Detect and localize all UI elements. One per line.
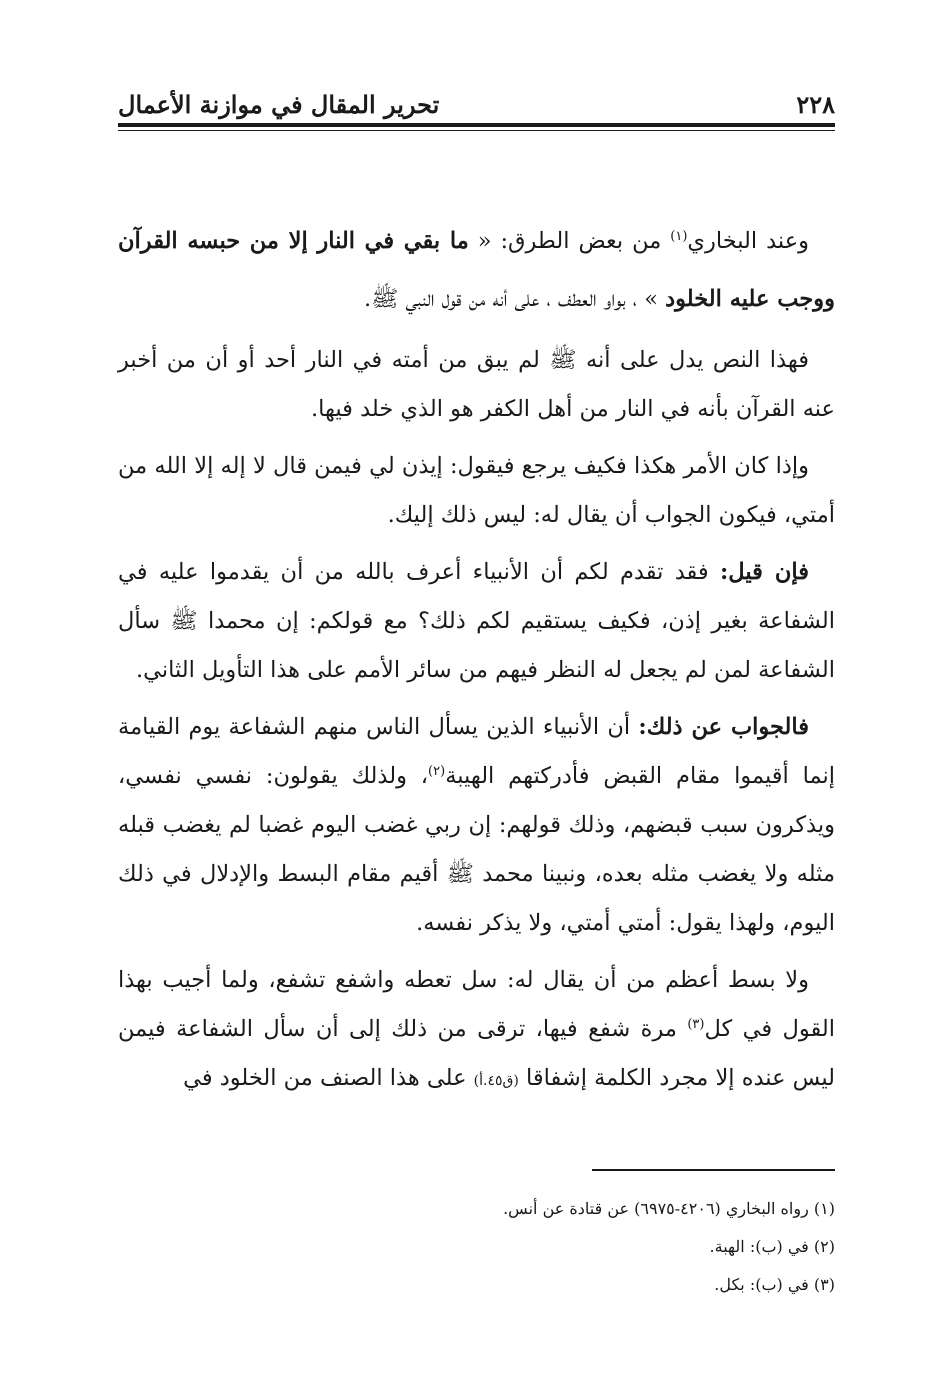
paragraph-5 bbox=[118, 703, 835, 948]
hadith-quote: ما بقي في النار إلا من حبسه القرآن ووجب عليه الخلود bbox=[118, 228, 835, 312]
footnote-2: (٢) في (ب): الهبة. bbox=[709, 1237, 835, 1256]
answer-lead: فالجواب عن ذلك: bbox=[638, 714, 809, 740]
text-run: وعند البخاري bbox=[687, 228, 810, 254]
paragraph-1 bbox=[118, 212, 835, 328]
paragraph-6 bbox=[118, 956, 835, 1106]
paragraph-3: وإذا كان الأمر هكذا فكيف يرجع فيقول: إيذن لي فيمن قال لا إله إلا الله من أمتي، فيكون الجواب أن يقال له: ليس ذلك إليك. bbox=[118, 453, 835, 528]
text-run: أن الأنبياء الذين يسأل الناس منهم الشفاعة يوم القيامة إنما أقيموا مقام القبض فأدركتهم الهيبة bbox=[118, 714, 835, 789]
footnotes bbox=[118, 1190, 835, 1304]
paragraph-4 bbox=[118, 548, 835, 695]
text-run: فقد تقدم لكم أن الأنبياء أعرف بالله من أن يقدموا عليه في الشفاعة بغير إذن، فكيف يستقيم لكم ذلك؟ مع قولكم: إن محمدا ﷺ سأل الشفاعة لمن لم يجعل له النظر فيهم من سائر الأمم على هذا التأويل الثاني. bbox=[118, 559, 835, 683]
main-text bbox=[118, 212, 835, 1114]
paragraph-2: فهذا النص يدل على أنه ﷺ لم يبق من أمته في النار أحد أو أن من أخبر عنه القرآن بأنه في النار من أهل الكفر هو الذي خلد فيها. bbox=[118, 347, 835, 422]
objection-lead: فإن قيل: bbox=[719, 559, 809, 585]
header-rule-thin bbox=[118, 130, 835, 131]
text-run: مرة شفع فيها، ترقى من ذلك إلى أن سأل الشفاعة فيمن ليس عنده إلا مجرد الكلمة إشفاقا bbox=[118, 1016, 835, 1091]
text-run: » ، بواو العطف ، على أنه من قول النبي ﷺ. bbox=[364, 286, 666, 312]
footnote-ref-2[interactable]: (٢) bbox=[428, 764, 446, 779]
footnote-rule bbox=[592, 1169, 835, 1171]
running-title: تحرير المقال في موازنة الأعمال bbox=[118, 90, 440, 119]
text-run: ، ولذلك يقولون: نفسي نفسي، ويذكرون سبب قبضهم، وذلك قولهم: إن ربي غضب اليوم غضبا لم يغضب قبله مثله ولا يغضب مثله بعده، ونبينا محمد ﷺ أقيم مقام البسط والإدلال في ذلك اليوم، ولهذا يقول: أمتي أمتي، ولا يذكر نفسه. bbox=[118, 763, 835, 936]
text-run: على هذا الصنف من الخلود في bbox=[183, 1065, 474, 1091]
manuscript-folio-marker: (ق٤٥.أ) bbox=[473, 1073, 519, 1089]
header-rule-thick bbox=[118, 123, 835, 127]
footnote-1: (١) رواه البخاري (٤٢٠٦-٦٩٧٥) عن قتادة عن أنس. bbox=[503, 1199, 835, 1218]
footnote-ref-3[interactable]: (٣) bbox=[687, 1017, 705, 1032]
page-number: ٢٢٨ bbox=[796, 90, 835, 119]
text-run: من بعض الطرق: « bbox=[468, 228, 671, 254]
footnote-3: (٣) في (ب): بكل. bbox=[714, 1275, 835, 1294]
text-run: ولا بسط أعظم من أن يقال له: سل تعطه واشفع تشفع، ولما أجيب بهذا القول في كل bbox=[118, 967, 835, 1042]
footnote-ref-1[interactable]: (١) bbox=[670, 229, 688, 244]
